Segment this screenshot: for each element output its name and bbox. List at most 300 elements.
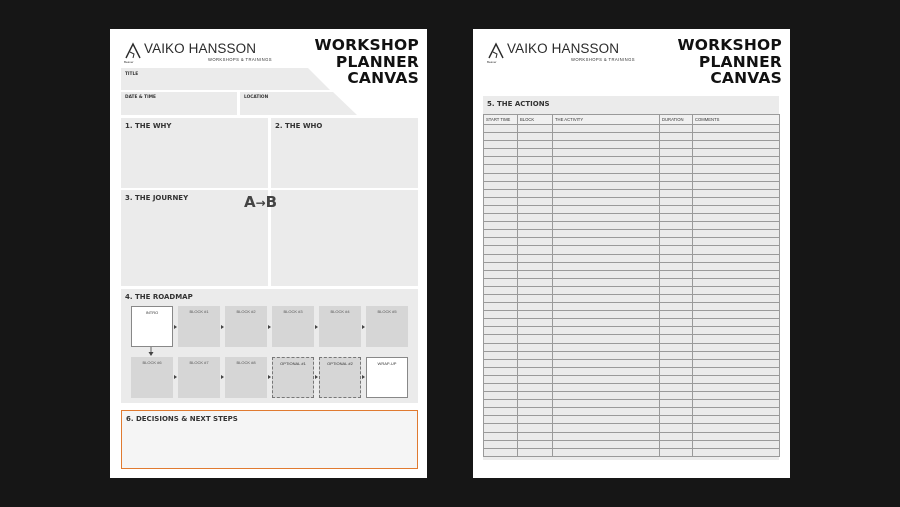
table-cell[interactable] <box>693 230 780 238</box>
table-cell[interactable] <box>660 254 693 262</box>
table-cell[interactable] <box>693 149 780 157</box>
brand-logo <box>487 41 657 63</box>
table-row <box>484 384 780 392</box>
title-field-label: TITLE <box>125 72 139 77</box>
arrow-right-icon <box>362 325 365 329</box>
table-cell[interactable] <box>484 416 518 424</box>
section-who[interactable] <box>271 118 418 188</box>
table-cell[interactable] <box>660 335 693 343</box>
table-row <box>484 400 780 408</box>
table-cell[interactable] <box>693 238 780 246</box>
table-cell[interactable] <box>660 181 693 189</box>
table-cell[interactable] <box>660 400 693 408</box>
table-cell[interactable] <box>484 173 518 181</box>
table-row <box>484 125 780 133</box>
table-cell[interactable] <box>518 319 553 327</box>
table-cell[interactable] <box>693 319 780 327</box>
table-cell[interactable] <box>660 173 693 181</box>
table-cell[interactable] <box>518 173 553 181</box>
table-cell[interactable] <box>660 141 693 149</box>
table-cell[interactable] <box>484 424 518 432</box>
table-row <box>484 181 780 189</box>
mountain-logo-icon <box>124 41 144 61</box>
roadmap-block-3[interactable]: BLOCK #3 <box>272 306 314 347</box>
table-cell[interactable] <box>553 432 660 440</box>
brand-name: VAIKO HANSSON <box>144 41 257 56</box>
table-cell[interactable] <box>660 432 693 440</box>
brand-subtitle: WORKSHOPS & TRAININGS <box>208 57 272 62</box>
brand-logo <box>124 41 294 63</box>
table-row <box>484 327 780 335</box>
table-row <box>484 262 780 270</box>
arrow-right-icon <box>315 375 318 379</box>
table-row <box>484 311 780 319</box>
table-cell[interactable] <box>484 400 518 408</box>
table-row <box>484 197 780 205</box>
table-cell[interactable] <box>518 246 553 254</box>
col-activity: THE ACTIVITY <box>553 115 660 125</box>
canvas-title <box>678 37 783 87</box>
table-cell[interactable] <box>484 141 518 149</box>
table-row <box>484 424 780 432</box>
table-cell[interactable] <box>484 367 518 375</box>
table-cell[interactable] <box>693 197 780 205</box>
table-cell[interactable] <box>660 343 693 351</box>
table-cell[interactable] <box>553 319 660 327</box>
table-cell[interactable] <box>553 327 660 335</box>
table-cell[interactable] <box>484 440 518 448</box>
table-row <box>484 392 780 400</box>
table-row <box>484 246 780 254</box>
brand-subtitle: WORKSHOPS & TRAININGS <box>571 57 635 62</box>
section-why-label: 1. THE WHY <box>125 122 172 130</box>
table-cell[interactable] <box>484 230 518 238</box>
table-cell[interactable] <box>660 133 693 141</box>
roadmap-block-intro[interactable]: INTRO <box>131 306 173 347</box>
table-row <box>484 165 780 173</box>
table-row <box>484 270 780 278</box>
table-cell[interactable] <box>484 189 518 197</box>
brand-mark-caption: Beaver <box>124 60 134 64</box>
roadmap-block-7[interactable]: BLOCK #7 <box>178 357 220 398</box>
section-journey-b[interactable] <box>271 190 418 286</box>
table-row <box>484 278 780 286</box>
table-cell[interactable] <box>553 165 660 173</box>
col-start-time: START TIME <box>484 115 518 125</box>
table-cell[interactable] <box>693 286 780 294</box>
table-cell[interactable] <box>553 230 660 238</box>
table-cell[interactable] <box>518 359 553 367</box>
table-cell[interactable] <box>518 230 553 238</box>
table-cell[interactable] <box>484 278 518 286</box>
arrow-right-icon: → <box>255 196 266 210</box>
table-cell[interactable] <box>693 141 780 149</box>
table-cell[interactable] <box>693 125 780 133</box>
title-line-2: PLANNER <box>335 52 419 71</box>
table-cell[interactable] <box>484 432 518 440</box>
table-cell[interactable] <box>693 335 780 343</box>
table-cell[interactable] <box>484 392 518 400</box>
table-cell[interactable] <box>660 125 693 133</box>
table-cell[interactable] <box>518 424 553 432</box>
table-cell[interactable] <box>660 246 693 254</box>
table-cell[interactable] <box>518 254 553 262</box>
table-row <box>484 319 780 327</box>
table-row <box>484 359 780 367</box>
table-cell[interactable] <box>484 238 518 246</box>
arrow-down-icon <box>146 347 156 357</box>
table-cell[interactable] <box>484 157 518 165</box>
table-row <box>484 303 780 311</box>
canvas-page-1 <box>110 29 427 478</box>
section-actions-label: 5. THE ACTIONS <box>487 100 550 108</box>
table-cell[interactable] <box>553 197 660 205</box>
table-cell[interactable] <box>484 303 518 311</box>
brand-mark-caption: Beaver <box>487 60 497 64</box>
table-cell[interactable] <box>553 238 660 246</box>
roadmap-block-1[interactable]: BLOCK #1 <box>178 306 220 347</box>
table-cell[interactable] <box>660 408 693 416</box>
table-cell[interactable] <box>553 125 660 133</box>
table-cell[interactable] <box>553 392 660 400</box>
table-cell[interactable] <box>693 440 780 448</box>
section-roadmap-label: 4. THE ROADMAP <box>125 293 193 301</box>
table-row <box>484 214 780 222</box>
table-cell[interactable] <box>553 408 660 416</box>
table-cell[interactable] <box>553 303 660 311</box>
table-cell[interactable] <box>553 222 660 230</box>
table-cell[interactable] <box>693 327 780 335</box>
table-cell[interactable] <box>693 133 780 141</box>
table-row <box>484 222 780 230</box>
table-cell[interactable] <box>484 125 518 133</box>
table-cell[interactable] <box>518 367 553 375</box>
table-cell[interactable] <box>518 400 553 408</box>
table-cell[interactable] <box>518 125 553 133</box>
table-cell[interactable] <box>553 149 660 157</box>
journey-a: A <box>244 193 256 211</box>
table-cell[interactable] <box>484 270 518 278</box>
table-cell[interactable] <box>553 375 660 383</box>
table-cell[interactable] <box>660 278 693 286</box>
table-cell[interactable] <box>660 359 693 367</box>
table-cell[interactable] <box>518 189 553 197</box>
table-cell[interactable] <box>484 448 518 456</box>
table-cell[interactable] <box>484 359 518 367</box>
table-cell[interactable] <box>553 343 660 351</box>
table-cell[interactable] <box>553 384 660 392</box>
table-cell[interactable] <box>660 440 693 448</box>
table-cell[interactable] <box>660 214 693 222</box>
table-cell[interactable] <box>518 165 553 173</box>
table-cell[interactable] <box>518 408 553 416</box>
table-cell[interactable] <box>660 319 693 327</box>
table-cell[interactable] <box>553 262 660 270</box>
table-cell[interactable] <box>553 214 660 222</box>
table-cell[interactable] <box>484 294 518 302</box>
table-cell[interactable] <box>518 278 553 286</box>
table-cell[interactable] <box>693 165 780 173</box>
table-cell[interactable] <box>660 238 693 246</box>
arrow-right-icon <box>315 325 318 329</box>
table-cell[interactable] <box>553 270 660 278</box>
table-cell[interactable] <box>484 197 518 205</box>
actions-table <box>483 114 780 457</box>
table-cell[interactable] <box>693 375 780 383</box>
table-cell[interactable] <box>553 157 660 165</box>
table-cell[interactable] <box>660 157 693 165</box>
table-cell[interactable] <box>553 133 660 141</box>
table-cell[interactable] <box>693 384 780 392</box>
table-cell[interactable] <box>518 294 553 302</box>
table-cell[interactable] <box>693 157 780 165</box>
table-cell[interactable] <box>484 205 518 213</box>
table-row <box>484 230 780 238</box>
table-cell[interactable] <box>553 351 660 359</box>
table-cell[interactable] <box>553 416 660 424</box>
table-cell[interactable] <box>518 432 553 440</box>
table-cell[interactable] <box>660 270 693 278</box>
table-row <box>484 432 780 440</box>
table-cell[interactable] <box>484 246 518 254</box>
table-cell[interactable] <box>553 440 660 448</box>
table-row <box>484 367 780 375</box>
table-row <box>484 294 780 302</box>
roadmap-block-wrap-up[interactable]: WRAP-UP <box>366 357 408 398</box>
table-cell[interactable] <box>660 392 693 400</box>
arrow-right-icon <box>221 325 224 329</box>
table-cell[interactable] <box>693 432 780 440</box>
table-row <box>484 141 780 149</box>
table-cell[interactable] <box>484 165 518 173</box>
table-cell[interactable] <box>484 286 518 294</box>
table-cell[interactable] <box>484 384 518 392</box>
table-cell[interactable] <box>553 335 660 343</box>
table-cell[interactable] <box>518 262 553 270</box>
table-cell[interactable] <box>553 448 660 456</box>
section-decisions-label: 6. DECISIONS & NEXT STEPS <box>126 415 238 423</box>
table-cell[interactable] <box>518 327 553 335</box>
roadmap-optional-2[interactable]: OPTIONAL #2 <box>319 357 361 398</box>
table-cell[interactable] <box>484 222 518 230</box>
table-cell[interactable] <box>660 149 693 157</box>
table-cell[interactable] <box>660 230 693 238</box>
table-cell[interactable] <box>660 286 693 294</box>
table-cell[interactable] <box>518 311 553 319</box>
title-line-3: CANVAS <box>710 69 782 87</box>
table-cell[interactable] <box>553 400 660 408</box>
table-cell[interactable] <box>693 392 780 400</box>
table-cell[interactable] <box>518 303 553 311</box>
table-cell[interactable] <box>518 197 553 205</box>
table-cell[interactable] <box>484 327 518 335</box>
roadmap-block-5[interactable]: BLOCK #5 <box>366 306 408 347</box>
table-cell[interactable] <box>660 189 693 197</box>
roadmap-optional-1[interactable]: OPTIONAL #1 <box>272 357 314 398</box>
table-cell[interactable] <box>693 303 780 311</box>
table-cell[interactable] <box>660 416 693 424</box>
actions-table-header <box>484 115 780 125</box>
table-cell[interactable] <box>693 367 780 375</box>
table-cell[interactable] <box>693 205 780 213</box>
table-cell[interactable] <box>693 351 780 359</box>
table-cell[interactable] <box>693 214 780 222</box>
table-cell[interactable] <box>518 375 553 383</box>
table-cell[interactable] <box>553 205 660 213</box>
table-cell[interactable] <box>693 359 780 367</box>
table-cell[interactable] <box>693 189 780 197</box>
header-fields-bg <box>121 68 418 116</box>
table-cell[interactable] <box>518 149 553 157</box>
table-cell[interactable] <box>693 408 780 416</box>
table-row <box>484 408 780 416</box>
table-cell[interactable] <box>660 205 693 213</box>
title-line-3: CANVAS <box>347 69 419 87</box>
table-row <box>484 149 780 157</box>
table-cell[interactable] <box>693 343 780 351</box>
table-cell[interactable] <box>693 416 780 424</box>
section-decisions[interactable] <box>121 410 418 469</box>
table-cell[interactable] <box>518 222 553 230</box>
table-cell[interactable] <box>518 238 553 246</box>
table-cell[interactable] <box>484 408 518 416</box>
table-cell[interactable] <box>660 311 693 319</box>
table-cell[interactable] <box>518 205 553 213</box>
table-cell[interactable] <box>693 270 780 278</box>
col-duration: DURATION <box>660 115 693 125</box>
table-cell[interactable] <box>660 327 693 335</box>
table-row <box>484 205 780 213</box>
title-line-1: WORKSHOP <box>677 36 782 54</box>
date-time-field-label: DATE & TIME <box>125 95 156 100</box>
mountain-logo-icon <box>487 41 507 61</box>
table-cell[interactable] <box>518 343 553 351</box>
table-cell[interactable] <box>693 448 780 456</box>
table-cell[interactable] <box>484 343 518 351</box>
table-cell[interactable] <box>693 262 780 270</box>
table-cell[interactable] <box>693 222 780 230</box>
table-cell[interactable] <box>553 311 660 319</box>
table-cell[interactable] <box>518 448 553 456</box>
table-cell[interactable] <box>693 311 780 319</box>
table-cell[interactable] <box>693 294 780 302</box>
section-why[interactable] <box>121 118 268 188</box>
table-cell[interactable] <box>484 375 518 383</box>
arrow-right-icon <box>268 375 271 379</box>
table-cell[interactable] <box>693 424 780 432</box>
table-cell[interactable] <box>484 214 518 222</box>
table-cell[interactable] <box>553 359 660 367</box>
table-cell[interactable] <box>518 181 553 189</box>
table-cell[interactable] <box>660 165 693 173</box>
table-cell[interactable] <box>518 392 553 400</box>
table-cell[interactable] <box>553 294 660 302</box>
table-cell[interactable] <box>553 254 660 262</box>
table-cell[interactable] <box>553 424 660 432</box>
table-cell[interactable] <box>518 141 553 149</box>
table-cell[interactable] <box>693 400 780 408</box>
table-cell[interactable] <box>553 367 660 375</box>
table-cell[interactable] <box>553 286 660 294</box>
roadmap-block-2[interactable]: BLOCK #2 <box>225 306 267 347</box>
table-cell[interactable] <box>518 335 553 343</box>
table-row <box>484 254 780 262</box>
table-cell[interactable] <box>518 157 553 165</box>
title-line-2: PLANNER <box>698 52 782 71</box>
table-cell[interactable] <box>484 181 518 189</box>
table-row <box>484 335 780 343</box>
section-journey-label: 3. THE JOURNEY <box>125 194 189 202</box>
table-cell[interactable] <box>518 286 553 294</box>
table-cell[interactable] <box>693 246 780 254</box>
table-cell[interactable] <box>484 351 518 359</box>
table-cell[interactable] <box>518 214 553 222</box>
table-cell[interactable] <box>484 133 518 141</box>
table-cell[interactable] <box>693 254 780 262</box>
table-cell[interactable] <box>518 270 553 278</box>
roadmap-block-4[interactable]: BLOCK #4 <box>319 306 361 347</box>
table-cell[interactable] <box>553 173 660 181</box>
location-field-label: LOCATION <box>244 95 269 100</box>
table-cell[interactable] <box>660 367 693 375</box>
roadmap-block-6[interactable]: BLOCK #6 <box>131 357 173 398</box>
table-cell[interactable] <box>518 384 553 392</box>
table-cell[interactable] <box>518 351 553 359</box>
table-cell[interactable] <box>660 222 693 230</box>
table-cell[interactable] <box>660 262 693 270</box>
table-cell[interactable] <box>660 424 693 432</box>
table-cell[interactable] <box>660 303 693 311</box>
table-row <box>484 448 780 456</box>
table-cell[interactable] <box>484 254 518 262</box>
table-cell[interactable] <box>484 335 518 343</box>
table-cell[interactable] <box>693 173 780 181</box>
table-cell[interactable] <box>553 278 660 286</box>
brand-name: VAIKO HANSSON <box>507 41 620 56</box>
table-cell[interactable] <box>660 294 693 302</box>
table-cell[interactable] <box>693 181 780 189</box>
table-cell[interactable] <box>484 311 518 319</box>
table-row <box>484 375 780 383</box>
table-cell[interactable] <box>660 384 693 392</box>
table-cell[interactable] <box>660 448 693 456</box>
arrow-right-icon <box>268 325 271 329</box>
table-cell[interactable] <box>518 440 553 448</box>
table-cell[interactable] <box>553 181 660 189</box>
table-cell[interactable] <box>553 246 660 254</box>
table-cell[interactable] <box>553 189 660 197</box>
table-cell[interactable] <box>484 149 518 157</box>
table-row <box>484 238 780 246</box>
table-cell[interactable] <box>484 262 518 270</box>
table-cell[interactable] <box>518 416 553 424</box>
col-comments: COMMENTS <box>693 115 780 125</box>
arrow-right-icon <box>174 375 177 379</box>
roadmap-block-8[interactable]: BLOCK #8 <box>225 357 267 398</box>
table-cell[interactable] <box>484 319 518 327</box>
table-row <box>484 189 780 197</box>
table-row <box>484 157 780 165</box>
title-line-1: WORKSHOP <box>314 36 419 54</box>
table-cell[interactable] <box>660 351 693 359</box>
table-cell[interactable] <box>660 197 693 205</box>
table-cell[interactable] <box>518 133 553 141</box>
table-cell[interactable] <box>693 278 780 286</box>
arrow-right-icon <box>362 375 365 379</box>
table-cell[interactable] <box>553 141 660 149</box>
table-cell[interactable] <box>660 375 693 383</box>
table-row <box>484 440 780 448</box>
